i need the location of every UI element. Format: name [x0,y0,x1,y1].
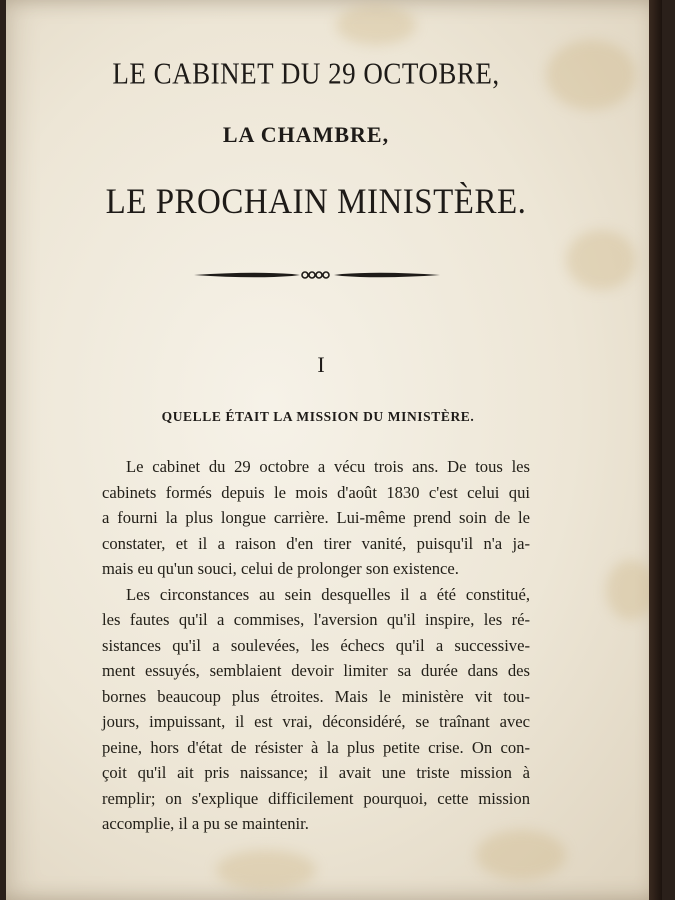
heading-line-2: LA CHAMBRE, [222,122,390,147]
text-line: peine, hors d'état de résister à la plus petite crise. On con- [102,737,530,757]
ornamental-divider [192,265,442,285]
text-line: cabinets formés depuis le mois d'août 1830 c'est celui qui [102,482,530,502]
text-line: bornes beaucoup plus étroites. Mais le ministère vit tou- [102,686,530,706]
text-line: constater, et il a raison d'en tirer vanité, puisqu'il n'a ja- [102,533,530,553]
text-line: a fourni la plus longue carrière. Lui-même prend soin de le [102,508,530,527]
book-page [6,0,662,900]
section-number: I [317,352,325,377]
text-line: accomplie, il a pu se maintenir. [102,814,309,833]
heading-line-3: LE PROCHAIN MINISTÈRE. [105,182,527,222]
text-line: çoit qu'il ait pris naissance; il avait une triste mission à [102,763,530,782]
text-line: les fautes qu'il a commises, l'aversion qu'il inspire, les ré- [102,610,530,629]
text-line: remplir; on s'explique difficilement pourquoi, cette mission [102,788,530,808]
text-line: Le cabinet du 29 octobre a vécu trois ans. De tous les [126,457,530,476]
heading-line-1: LE CABINET DU 29 OCTOBRE, [112,55,500,91]
body-text [102,454,530,837]
text-line: jours, impuissant, il est vrai, déconsidéré, se traînant avec [102,712,530,731]
section-title: QUELLE ÉTAIT LA MISSION DU MINISTÈRE. [161,409,475,424]
text-line: Les circonstances au sein desquelles il a été constitué, [126,584,530,604]
book-edge [649,0,662,900]
text-line: mais eu qu'un souci, celui de prolonger son existence. [102,559,459,578]
text-line: ment essuyés, semblaient devoir limiter sa durée dans des [102,661,530,680]
text-line: sistances qu'il a soulevées, les échecs qu'il a successive- [102,635,530,655]
